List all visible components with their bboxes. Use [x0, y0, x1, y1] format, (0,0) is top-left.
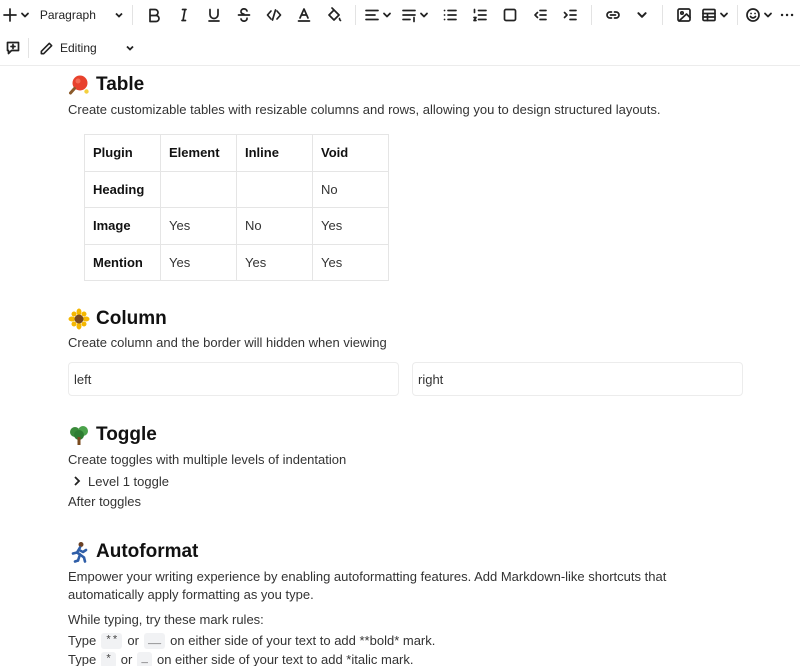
table-row — [85, 244, 389, 281]
heading-text: Column — [96, 308, 167, 329]
line-height-button[interactable] — [400, 2, 432, 28]
table-header-cell[interactable]: Void — [313, 135, 389, 172]
editor-toolbar — [0, 0, 800, 66]
toggle-after-text: After toggles — [68, 494, 141, 509]
numbered-list-button[interactable] — [465, 2, 495, 28]
underline-icon — [206, 7, 222, 23]
insert-button[interactable] — [0, 2, 32, 28]
column-right[interactable] — [412, 362, 743, 396]
more-marks-button[interactable] — [628, 2, 656, 28]
line-height-icon — [401, 7, 417, 23]
table-cell[interactable]: Yes — [313, 208, 389, 245]
toolbar-row-main — [0, 0, 800, 30]
bold-icon — [146, 7, 162, 23]
todo-icon — [502, 7, 518, 23]
table-cell[interactable] — [237, 171, 313, 208]
mode-label: Editing — [60, 41, 97, 55]
heading-text: Table — [96, 74, 145, 95]
underline-button[interactable] — [199, 2, 229, 28]
chevron-down-icon — [419, 10, 429, 20]
inline-code: ** — [101, 633, 122, 649]
rule-prefix: Type — [68, 633, 97, 648]
bulleted-list-button[interactable] — [435, 2, 465, 28]
emoji-icon — [745, 7, 761, 23]
table-button[interactable] — [699, 2, 731, 28]
mark-rule-bold — [68, 632, 435, 650]
table-cell[interactable]: Yes — [237, 244, 313, 281]
emoji-button[interactable] — [744, 2, 774, 28]
table-header-row — [85, 135, 389, 172]
heading-text: Toggle — [96, 424, 157, 445]
indent-button[interactable] — [555, 2, 585, 28]
table-header-cell[interactable]: Element — [161, 135, 237, 172]
heading-column — [68, 306, 167, 332]
table-cell[interactable]: No — [313, 171, 389, 208]
table-cell[interactable]: Yes — [161, 208, 237, 245]
chevron-down-icon — [636, 9, 648, 21]
inline-code: _ — [137, 652, 152, 666]
column-right-text: right — [418, 371, 444, 387]
chevron-down-icon — [125, 43, 135, 53]
more-button[interactable] — [774, 2, 800, 28]
rule-prefix: Type — [68, 652, 97, 666]
autoformat-intro: While typing, try these mark rules: — [68, 612, 264, 627]
more-icon — [779, 7, 795, 23]
strikethrough-button[interactable] — [229, 2, 259, 28]
table-cell[interactable]: Yes — [161, 244, 237, 281]
chevron-down-icon — [382, 10, 392, 20]
plus-icon — [2, 7, 18, 23]
pencil-icon — [39, 41, 54, 56]
column-left-text: left — [74, 371, 92, 387]
running-person-icon — [68, 541, 90, 563]
chevron-right-icon[interactable] — [70, 474, 84, 488]
inline-code: * — [101, 652, 116, 666]
block-type-label: Paragraph — [39, 8, 96, 22]
toolbar-divider — [132, 5, 133, 25]
tree-icon — [68, 424, 90, 446]
toolbar-divider — [591, 5, 592, 25]
rule-or: or — [127, 633, 139, 648]
chevron-down-icon — [719, 10, 729, 20]
table-cell[interactable]: Heading — [85, 171, 161, 208]
indent-icon — [562, 7, 578, 23]
toolbar-divider — [355, 5, 356, 25]
autoformat-description-line2: automatically apply formatting as you type. — [68, 587, 314, 602]
numbered-list-icon — [472, 7, 488, 23]
heading-table — [68, 72, 144, 98]
table-cell[interactable]: No — [237, 208, 313, 245]
rule-or: or — [120, 652, 133, 666]
rule-suffix: on either side of your text to add **bold* mark. — [170, 633, 436, 648]
table-header-cell[interactable]: Inline — [237, 135, 313, 172]
table-row — [85, 171, 389, 208]
bold-button[interactable] — [139, 2, 169, 28]
chevron-down-icon — [763, 10, 773, 20]
comment-icon — [5, 40, 21, 56]
plugin-table[interactable] — [84, 134, 389, 281]
align-icon — [364, 7, 380, 23]
bulleted-list-icon — [442, 7, 458, 23]
strikethrough-icon — [236, 7, 252, 23]
table-cell[interactable]: Mention — [85, 244, 161, 281]
highlight-button[interactable] — [319, 2, 349, 28]
table-cell[interactable]: Yes — [313, 244, 389, 281]
italic-button[interactable] — [169, 2, 199, 28]
italic-icon — [176, 7, 192, 23]
mode-select[interactable] — [39, 41, 135, 56]
heading-text: Autoformat — [96, 541, 199, 562]
outdent-icon — [532, 7, 548, 23]
table-cell[interactable]: Image — [85, 208, 161, 245]
column-description: Create column and the border will hidden when viewing — [68, 335, 387, 350]
code-button[interactable] — [259, 2, 289, 28]
autoformat-description-line1: Empower your writing experience by enabling autoformatting features. Add Markdown-like shortcuts that — [68, 569, 667, 584]
column-left[interactable] — [68, 362, 399, 396]
highlight-icon — [326, 7, 342, 23]
link-button[interactable] — [598, 2, 628, 28]
table-row — [85, 208, 389, 245]
rule-suffix: on either side of your text to add *italic mark. — [156, 652, 414, 666]
toolbar-divider — [28, 38, 29, 58]
toggle-item[interactable] — [68, 472, 169, 490]
link-icon — [605, 7, 621, 23]
image-button[interactable] — [669, 2, 699, 28]
mark-rule-italic — [68, 651, 413, 666]
ping-pong-icon — [68, 74, 90, 96]
chevron-down-icon — [20, 10, 30, 20]
table-cell[interactable] — [161, 171, 237, 208]
table-header-cell[interactable]: Plugin — [85, 135, 161, 172]
toolbar-row-secondary — [0, 33, 135, 63]
toolbar-divider — [737, 5, 738, 25]
sunflower-icon — [68, 308, 90, 330]
heading-autoformat — [68, 539, 198, 565]
align-button[interactable] — [362, 2, 394, 28]
todo-list-button[interactable] — [495, 2, 525, 28]
table-description: Create customizable tables with resizable columns and rows, allowing you to design structured layouts. — [68, 102, 661, 117]
inline-code: __ — [144, 633, 165, 649]
code-icon — [266, 7, 282, 23]
image-icon — [676, 7, 692, 23]
heading-toggle — [68, 422, 157, 448]
toggle-item-label: Level 1 toggle — [88, 473, 169, 489]
table-icon — [701, 7, 717, 23]
text-color-icon — [296, 7, 312, 23]
outdent-button[interactable] — [525, 2, 555, 28]
chevron-down-icon — [114, 10, 124, 20]
toolbar-divider — [662, 5, 663, 25]
toggle-description: Create toggles with multiple levels of indentation — [68, 452, 347, 467]
block-type-select[interactable] — [32, 2, 126, 28]
add-comment-button[interactable] — [2, 35, 24, 61]
text-color-button[interactable] — [289, 2, 319, 28]
